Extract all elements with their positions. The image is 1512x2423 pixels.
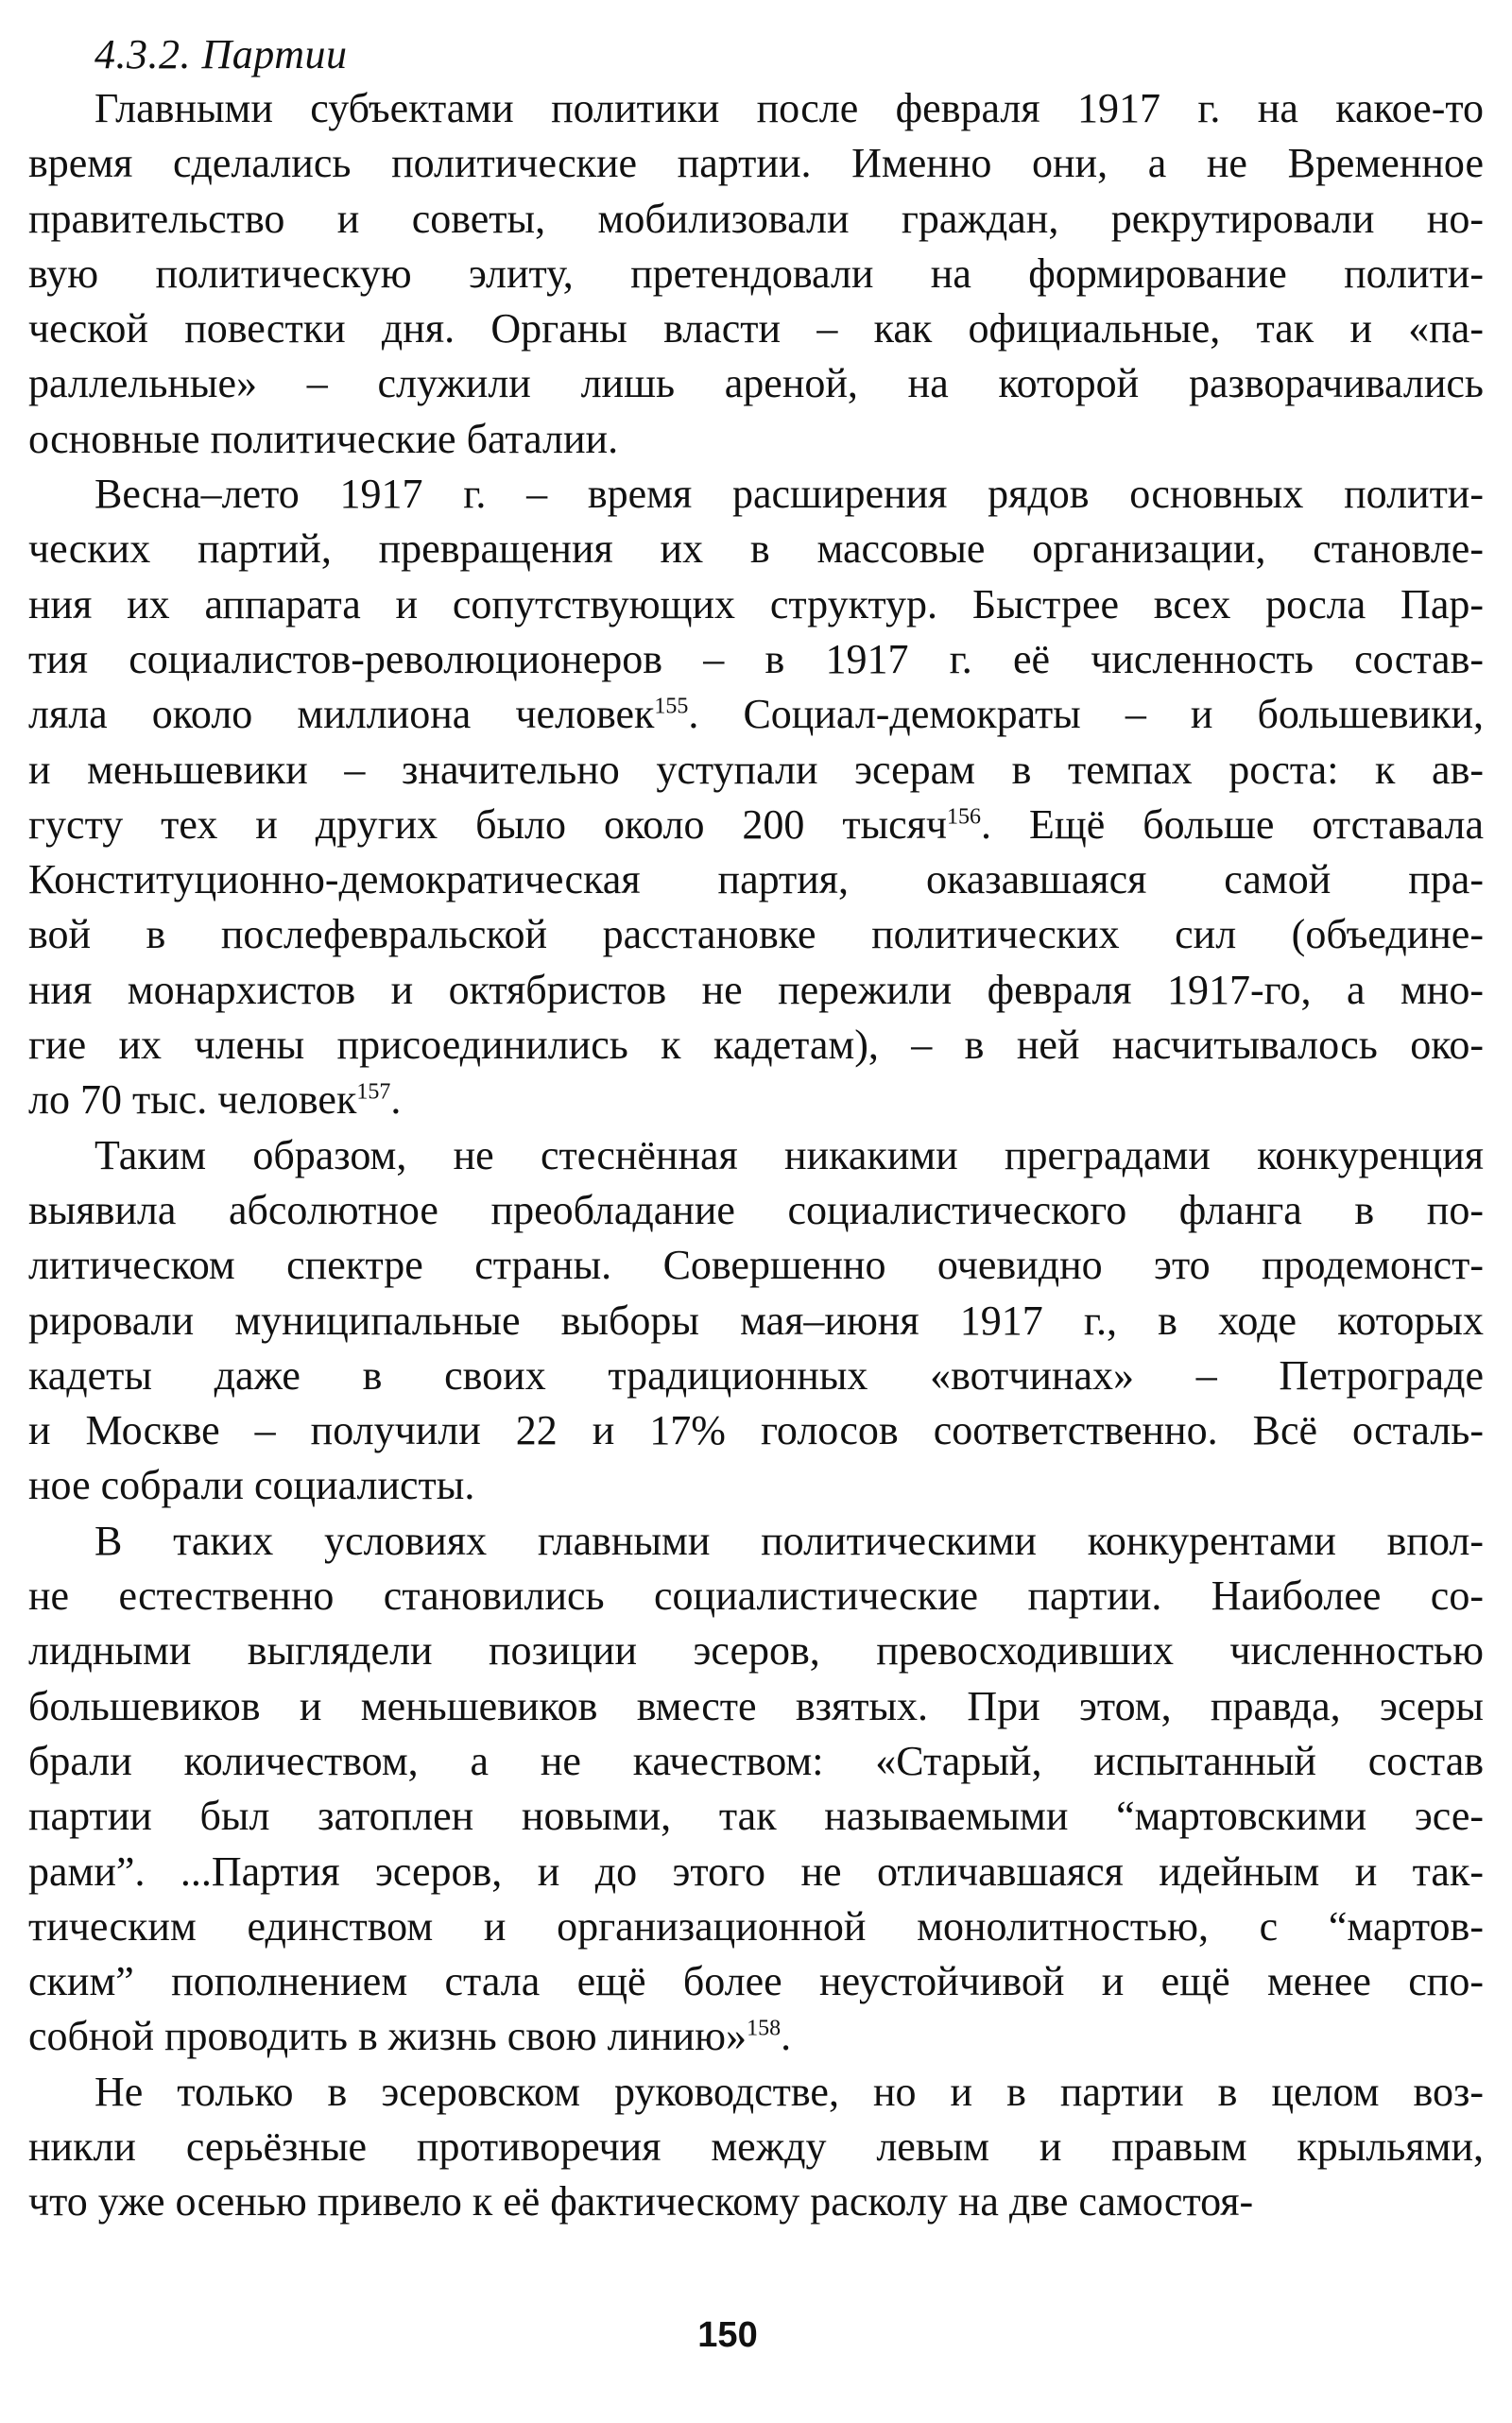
footnote-reference[interactable]: 155 bbox=[654, 694, 689, 719]
line-text: не естественно становились социалистические партии. Наиболее со- bbox=[28, 1572, 1484, 1620]
line-text: Таким образом, не стеснённая никакими преградами конкуренция bbox=[94, 1131, 1484, 1178]
text-line bbox=[28, 1514, 1484, 1569]
paragraph bbox=[28, 1514, 1484, 2065]
text-line bbox=[28, 632, 1484, 687]
line-text: ния их аппарата и сопутствующих структур. Быстрее всех росла Пар- bbox=[28, 580, 1484, 627]
text-line bbox=[28, 963, 1484, 1018]
text-line bbox=[28, 1679, 1484, 1734]
text-line bbox=[28, 301, 1484, 356]
paragraph bbox=[28, 2065, 1484, 2230]
text-line bbox=[28, 1294, 1484, 1349]
line-text: собной проводить в жизнь свою линию» bbox=[28, 2013, 747, 2060]
text-line bbox=[28, 1238, 1484, 1293]
line-text-continuation: . Социал-демократы – и большевики, bbox=[688, 691, 1484, 738]
line-text: лидными выглядели позиции эсеров, превосходивших численностью bbox=[28, 1627, 1484, 1675]
text-line bbox=[28, 1403, 1484, 1458]
line-text: большевиков и меньшевиков вместе взятых. При этом, правда, эсеры bbox=[28, 1682, 1484, 1729]
text-line bbox=[28, 1899, 1484, 1954]
line-text: и меньшевики – значительно уступали эсерам в темпах роста: к ав- bbox=[28, 746, 1484, 793]
text-line bbox=[28, 1458, 1484, 1513]
document-page bbox=[28, 28, 1484, 2391]
text-line bbox=[28, 1624, 1484, 1678]
line-text: вую политическую элиту, претендовали на формирование полити- bbox=[28, 249, 1484, 297]
body-text bbox=[28, 81, 1484, 2230]
text-line bbox=[28, 2065, 1484, 2120]
line-text: время сделались политические партии. Именно они, а не Временное bbox=[28, 140, 1484, 187]
text-line bbox=[28, 687, 1484, 742]
text-line bbox=[28, 1349, 1484, 1403]
line-text: Не только в эсеровском руководстве, но и в партии в целом воз- bbox=[94, 2068, 1484, 2115]
line-text: ное собрали социалисты. bbox=[28, 1462, 475, 1509]
text-line bbox=[28, 356, 1484, 411]
text-line bbox=[28, 467, 1484, 522]
line-text: ния монархистов и октябристов не пережили февраля 1917-го, а мно- bbox=[28, 966, 1484, 1013]
line-text: раллельные» – служили лишь ареной, на которой разворачивались bbox=[28, 360, 1484, 407]
paragraph bbox=[28, 81, 1484, 467]
text-line bbox=[28, 577, 1484, 632]
text-line bbox=[28, 743, 1484, 798]
text-line bbox=[28, 1183, 1484, 1238]
paragraph bbox=[28, 1128, 1484, 1514]
line-text: ческой повестки дня. Органы власти – как официальные, так и «па- bbox=[28, 305, 1484, 352]
text-line bbox=[28, 1954, 1484, 2009]
text-line bbox=[28, 136, 1484, 191]
line-text: Конституционно-демократическая партия, оказавшаяся самой пра- bbox=[28, 856, 1484, 903]
text-line bbox=[28, 247, 1484, 301]
footnote-reference[interactable]: 157 bbox=[356, 1079, 391, 1105]
line-text: партии был затоплен новыми, так называемыми “мартовскими эсе- bbox=[28, 1793, 1484, 1840]
line-text: тия социалистов-революционеров – в 1917 г. её численность состав- bbox=[28, 635, 1484, 682]
text-line bbox=[28, 2009, 1484, 2064]
line-text: ческих партий, превращения их в массовые организации, становле- bbox=[28, 525, 1484, 573]
line-text: ским” пополнением стала ещё более неустойчивой и ещё менее спо- bbox=[28, 1958, 1484, 2005]
text-line bbox=[28, 2120, 1484, 2174]
text-line bbox=[28, 1569, 1484, 1624]
line-text: Весна–лето 1917 г. – время расширения рядов основных полити- bbox=[94, 471, 1484, 518]
line-text: рировали муниципальные выборы мая–июня 1917 г., в ходе которых bbox=[28, 1297, 1484, 1344]
text-line bbox=[28, 1734, 1484, 1789]
text-line bbox=[28, 798, 1484, 852]
line-text: Главными субъектами политики после февраля 1917 г. на какое-то bbox=[94, 85, 1484, 131]
text-line bbox=[28, 1789, 1484, 1844]
text-line bbox=[28, 522, 1484, 576]
line-text: основные политические баталии. bbox=[28, 415, 619, 462]
line-text: брали количеством, а не качеством: «Старый, испытанный состав bbox=[28, 1737, 1484, 1784]
text-line bbox=[28, 1018, 1484, 1073]
paragraph bbox=[28, 467, 1484, 1128]
section-title: 4.3.2. Партии bbox=[94, 31, 348, 77]
text-line bbox=[28, 907, 1484, 962]
line-text: литическом спектре страны. Совершенно очевидно это продемонст- bbox=[28, 1242, 1484, 1289]
line-text-continuation: . Ещё больше отставала bbox=[981, 800, 1484, 848]
text-line bbox=[28, 1845, 1484, 1899]
footnote-reference[interactable]: 158 bbox=[747, 2016, 782, 2041]
line-text: никли серьёзные противоречия между левым и правым крыльями, bbox=[28, 2122, 1484, 2170]
line-text: рами”. ...Партия эсеров, и до этого не отличавшаяся идейным и так- bbox=[28, 1847, 1484, 1895]
text-line bbox=[28, 2174, 1484, 2229]
line-text: кадеты даже в своих традиционных «вотчинах» – Петрограде bbox=[28, 1351, 1484, 1399]
text-line bbox=[28, 81, 1484, 136]
line-text-continuation: . bbox=[390, 1076, 402, 1124]
text-line bbox=[28, 1128, 1484, 1183]
text-line bbox=[28, 852, 1484, 907]
text-line bbox=[28, 412, 1484, 467]
line-text: ляла около миллиона человек bbox=[28, 691, 655, 738]
footnote-reference[interactable]: 156 bbox=[947, 804, 982, 830]
line-text: и Москве – получили 22 и 17% голосов соответственно. Всё осталь- bbox=[28, 1407, 1484, 1454]
text-line bbox=[28, 192, 1484, 247]
page-number: 150 bbox=[697, 2315, 758, 2355]
text-line bbox=[28, 1073, 1484, 1127]
line-text: ло 70 тыс. человек bbox=[28, 1076, 357, 1124]
line-text: вой в послефевральской расстановке политических сил (объедине- bbox=[28, 911, 1484, 958]
line-text: правительство и советы, мобилизовали граждан, рекрутировали но- bbox=[28, 195, 1484, 242]
line-text-continuation: . bbox=[781, 2013, 792, 2060]
line-text: гие их члены присоединились к кадетам), – в ней насчитывалось око- bbox=[28, 1022, 1484, 1069]
line-text: что уже осенью привело к её фактическому расколу на две самостоя- bbox=[28, 2178, 1254, 2225]
line-text: тическим единством и организационной монолитностью, с “мартов- bbox=[28, 1902, 1484, 1950]
line-text: выявила абсолютное преобладание социалистического фланга в по- bbox=[28, 1186, 1484, 1233]
line-text: В таких условиях главными политическими конкурентами впол- bbox=[94, 1517, 1484, 1564]
line-text: густу тех и других было около 200 тысяч bbox=[28, 800, 948, 848]
